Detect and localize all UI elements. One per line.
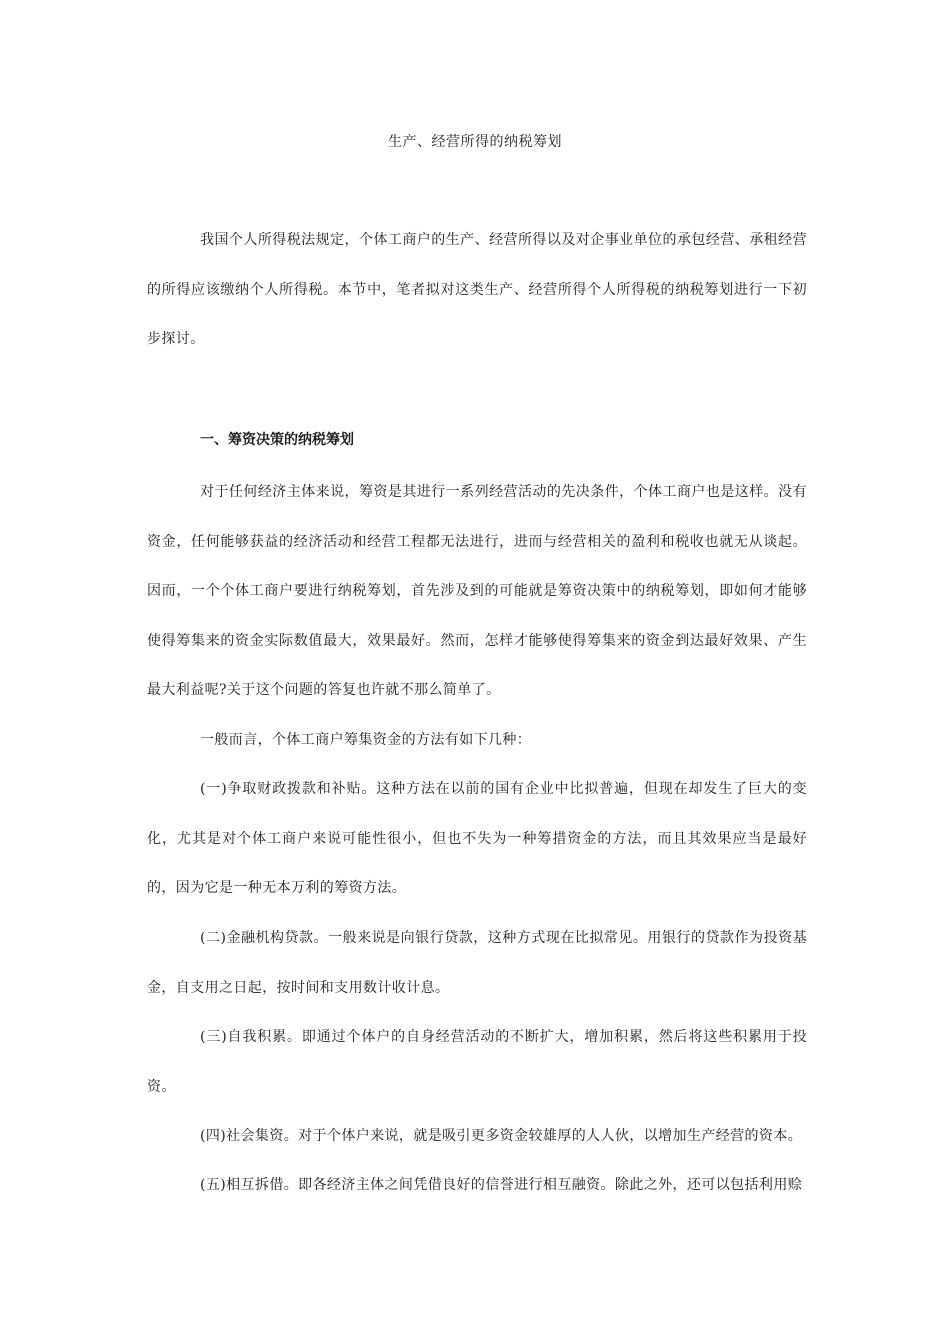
method-item-1: (一)争取财政拨款和补贴。这种方法在以前的国有企业中比拟普遍，但现在却发生了巨大的变化，尤其是对个体工商户来说可能性很小，但也不失为一种筹措资金的方法，而且其效果应当是最好的，因为它是一种无本万利的筹资方法。 — [147, 781, 807, 896]
document-title: 生产、经营所得的纳税筹划 — [388, 134, 562, 150]
section-paragraph-1: 对于任何经济主体来说，筹资是其进行一系列经营活动的先决条件，个体工商户也是这样。没有资金，任何能够获益的经济活动和经营工程都无法进行，进而与经营相关的盈利和税收也就无从谈起。因而，一个个体工商户要进行纳税筹划，首先涉及到的可能就是筹资决策中的纳税筹划，即如何才能够使得筹集来的资金实际数值最大，效果最好。然而，怎样才能够使得筹集来的资金到达最好效果、产生最大利益呢?关于这个问题的答复也许就不那么简单了。 — [147, 484, 807, 698]
method-item-3: (三)自我积累。即通过个体户的自身经营活动的不断扩大，增加积累，然后将这些积累用于投资。 — [147, 1029, 807, 1095]
method-item-5: (五)相互拆借。即各经济主体之间凭借良好的信誉进行相互融资。除此之外，还可以包括利用赊 — [200, 1177, 803, 1193]
intro-paragraph: 我国个人所得税法规定，个体工商户的生产、经营所得以及对企事业单位的承包经营、承租经营的所得应该缴纳个人所得税。本节中，笔者拟对这类生产、经营所得个人所得税的纳税筹划进行一下初步探讨。 — [147, 232, 807, 347]
section-heading: 一、筹资决策的纳税筹划 — [200, 432, 354, 448]
method-item-2: (二)金融机构贷款。一般来说是向银行贷款，这种方式现在比拟常见。用银行的贷款作为投资基金，自支用之日起，按时间和支用数计收计息。 — [147, 930, 807, 996]
section-paragraph-2: 一般而言，个体工商户筹集资金的方法有如下几种： — [200, 732, 532, 748]
method-item-4: (四)社会集资。对于个体户来说，就是吸引更多资金较雄厚的人人伙，以增加生产经营的资本。 — [200, 1128, 803, 1144]
